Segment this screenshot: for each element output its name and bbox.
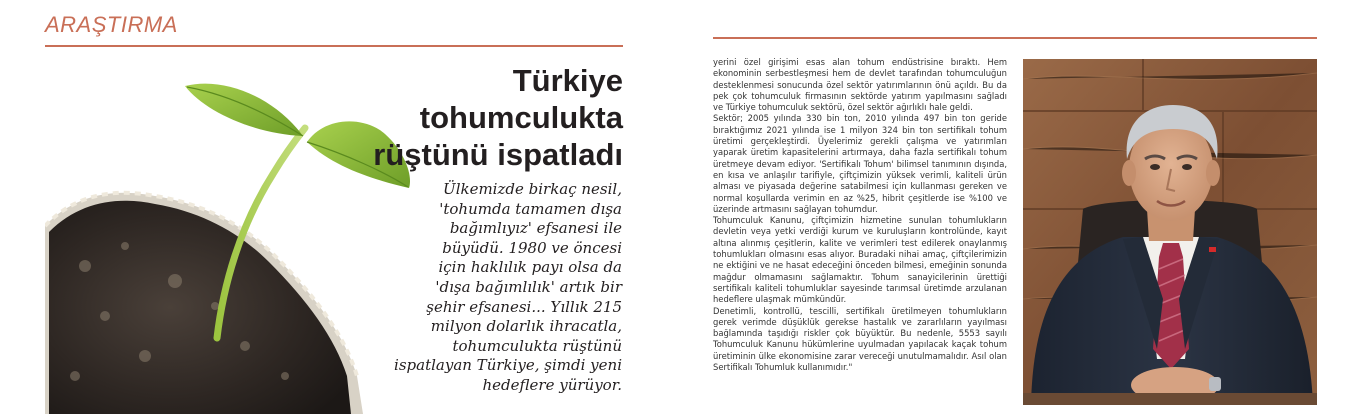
lead-line: 'tohumda tamamen dışa xyxy=(439,199,622,218)
lead-line: hedeflere yürüyor. xyxy=(482,375,622,394)
article-body xyxy=(713,57,1007,373)
body-paragraph: Tohumculuk Kanunu, çiftçimizin hizmetine sunulan tohumlukların devletin veya yetki verdiği kurum ve kuruluşların kontrolünde, kayıt altına alınmış çeşitlerin, kalite ve verimleri test edilerek onaylanmış tohumlukları olmasını esas alıyor. Buradaki nihai amaç, çiftçilerimizin ne ektiğini ve ne hasat edeceğini önceden bilmesi, emeğinin sonunda mağdur olmamasını sağlamaktır. Tohum sanayicilerinin ürettiği sertifikalı kaliteli tohumluklar sayesinde tarımsal üretimde arzulanan hedeflere ulaşmak mümkündür. xyxy=(713,215,1007,305)
lead-line: milyon dolarlık ihracatla, xyxy=(430,317,622,336)
body-paragraph: Denetimli, kontrollü, tescilli, sertifikalı üretilmeyen tohumlukların gerek verimde düşüklük gerekse hastalık ve zararlıların yayılması bağlamında taşıdığı riskler çok büyüktür. Bu nedenle, 5553 sayılı Tohumculuk Kanunu hükümlerine uyulmadan yapılacak kaçak tohum üretiminin ülke ekonomisine zarar vereceği unutulmamalıdır. Asıl olan Sertifikalı Tohumluk kullanımıdır." xyxy=(713,305,1007,373)
section-label: ARAŞTIRMA xyxy=(45,12,178,37)
section-divider-left xyxy=(45,45,623,47)
lead-line: için haklılık payı olsa da xyxy=(438,258,622,277)
portrait-photo xyxy=(1023,59,1317,405)
lead-line: bağımlıyız' efsanesi ile xyxy=(449,219,622,238)
lead-line: Ülkemizde birkaç nesil, xyxy=(443,180,622,198)
article-lead xyxy=(362,180,622,396)
section-divider-right xyxy=(713,37,1317,39)
body-paragraph: Sektör; 2005 yılında 330 bin ton, 2010 yılında 497 bin ton geride bıraktığımız 2021 yılında ise 1 milyon 324 bin ton sertifikalı tohum üretimi gerçekleştirdi. Üyelerimiz gerekli çalışma ve yatırımları yaparak üretim kapasitelerini artırmaya, daha fazla sertifikalı tohum üretmeye devam ediyor. 'Sertifikalı Tohum' bilimsel tanımının dışında, en kısa ve anlaşılır tarifiyle, çiftçimizin yüksek verimli, kaliteli ürün alması ve piyasada değerine satabilmesi için kullanması gereken ve normal koşullarda verimin en az %25, hibrit çeşitlerde ise %100 ve üzerinde artmasını sağlayan tohumdur. xyxy=(713,113,1007,214)
lead-line: 'dışa bağımlılık' artık bir xyxy=(435,277,622,296)
headline-line: tohumculukta xyxy=(419,100,623,135)
article-headline xyxy=(293,62,623,173)
lead-line: şehir efsanesi... Yıllık 215 xyxy=(426,297,622,316)
headline-line: rüştünü ispatladı xyxy=(373,137,623,172)
body-paragraph: yerini özel girişimi esas alan tohum endüstrisine bıraktı. Hem ekonominin serbestleşmesi hem de devlet tarafından tohumculuğun desteklenmesi sonucunda özel sektör yatırımlarının önü açıldı. Bu da pek çok tohumculuk firmasının sektörde yatırım yapılmasını sağladı ve Türkiye tohumculuk sektörü, özel sektör ağırlıklı hale geldi. xyxy=(713,57,1007,113)
lead-line: büyüdü. 1980 ve öncesi xyxy=(442,238,622,257)
lead-line: tohumculukta rüştünü xyxy=(452,336,622,355)
lead-line: ispatlayan Türkiye, şimdi yeni xyxy=(394,356,622,375)
headline-line: Türkiye xyxy=(512,63,623,98)
